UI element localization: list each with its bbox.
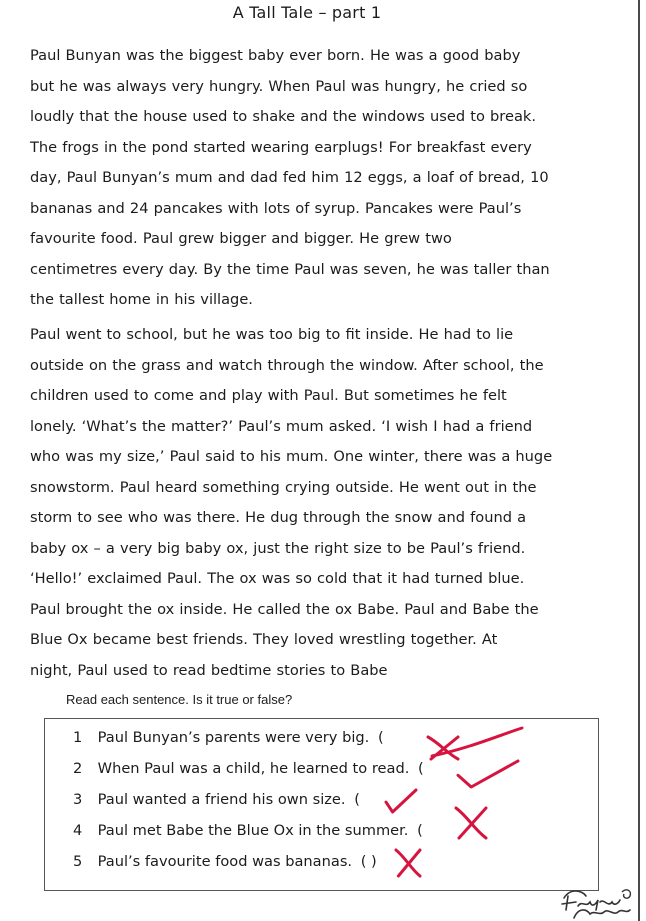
story-line: centimetres every day. By the time Paul was seven, he was taller than [30,260,550,278]
story-line: Paul went to school, but he was too big to fit inside. He had to lie [30,326,514,343]
quiz-item [73,822,423,839]
story-line: night, Paul used to read bedtime stories to Babe [30,661,388,679]
answer-paren-open: ( [354,791,360,808]
quiz-item-number: 5 [73,853,83,870]
answer-paren-open: ( [377,729,384,746]
story-line: the tallest home in his village. [30,291,253,308]
story-line: The frogs in the pond started wearing earplugs! For breakfast every [30,138,532,156]
story-line: baby ox – a very big baby ox, just the right size to be Paul’s friend. [30,539,526,557]
quiz-instruction: Read each sentence. Is it true or false? [66,692,293,707]
story-paragraph-2 [30,320,605,686]
answer-paren-close: ) [371,853,377,870]
story-line: storm to see who was there. He dug through the snow and found a [30,509,527,526]
answer-paren-open: ( [417,822,423,839]
true-false-quiz-box [44,718,599,891]
page-edge-line [638,0,640,921]
quiz-item [73,760,424,777]
story-line: day, Paul Bunyan’s mum and dad fed him 12 eggs, a loaf of bread, 10 [30,169,549,186]
story-line: but he was always very hungry. When Paul was hungry, he cried so [30,77,528,95]
answer-paren-open: ( [360,853,367,870]
quiz-item-text: Paul met Babe the Blue Ox in the summer. [97,822,409,839]
quiz-item [73,791,360,808]
story-line: Paul Bunyan was the biggest baby ever born. He was a good baby [30,47,521,64]
story-line: Blue Ox became best friends. They loved wrestling together. At [30,631,498,648]
story-line: lonely. ‘What’s the matter?’ Paul’s mum asked. ‘I wish I had a friend [30,417,533,435]
story-line: children used to come and play with Paul. But sometimes he felt [30,387,507,404]
quiz-item-number: 3 [73,791,83,808]
quiz-item-number: 1 [73,729,83,746]
story-line: ‘Hello!’ exclaimed Paul. The ox was so cold that it had turned blue. [30,570,525,587]
story-paragraph-1 [30,41,605,316]
story-line: loudly that the house used to shake and the windows used to break. [30,108,536,125]
quiz-item-text: Paul wanted a friend his own size. [97,791,346,808]
quiz-item [73,729,384,746]
story-line: favourite food. Paul grew bigger and bigger. He grew two [30,230,452,247]
story-line: bananas and 24 pancakes with lots of syrup. Pancakes were Paul’s [30,199,522,217]
story-line: who was my size,’ Paul said to his mum. One winter, there was a huge [30,448,553,465]
quiz-item-text: Paul’s favourite food was bananas. [97,853,353,870]
story-line: snowstorm. Paul heard something crying outside. He went out in the [30,478,537,496]
quiz-item-text: Paul Bunyan’s parents were very big. [97,729,370,746]
story-line: Paul brought the ox inside. He called the ox Babe. Paul and Babe the [30,600,539,618]
answer-paren-open: ( [418,760,424,777]
worksheet-title: A Tall Tale – part 1 [232,3,382,22]
quiz-item-number: 4 [73,822,83,839]
story-line: outside on the grass and watch through the window. After school, the [30,356,544,374]
quiz-item-number: 2 [73,760,83,777]
quiz-item-text: When Paul was a child, he learned to read. [97,760,410,777]
quiz-item [73,853,377,870]
